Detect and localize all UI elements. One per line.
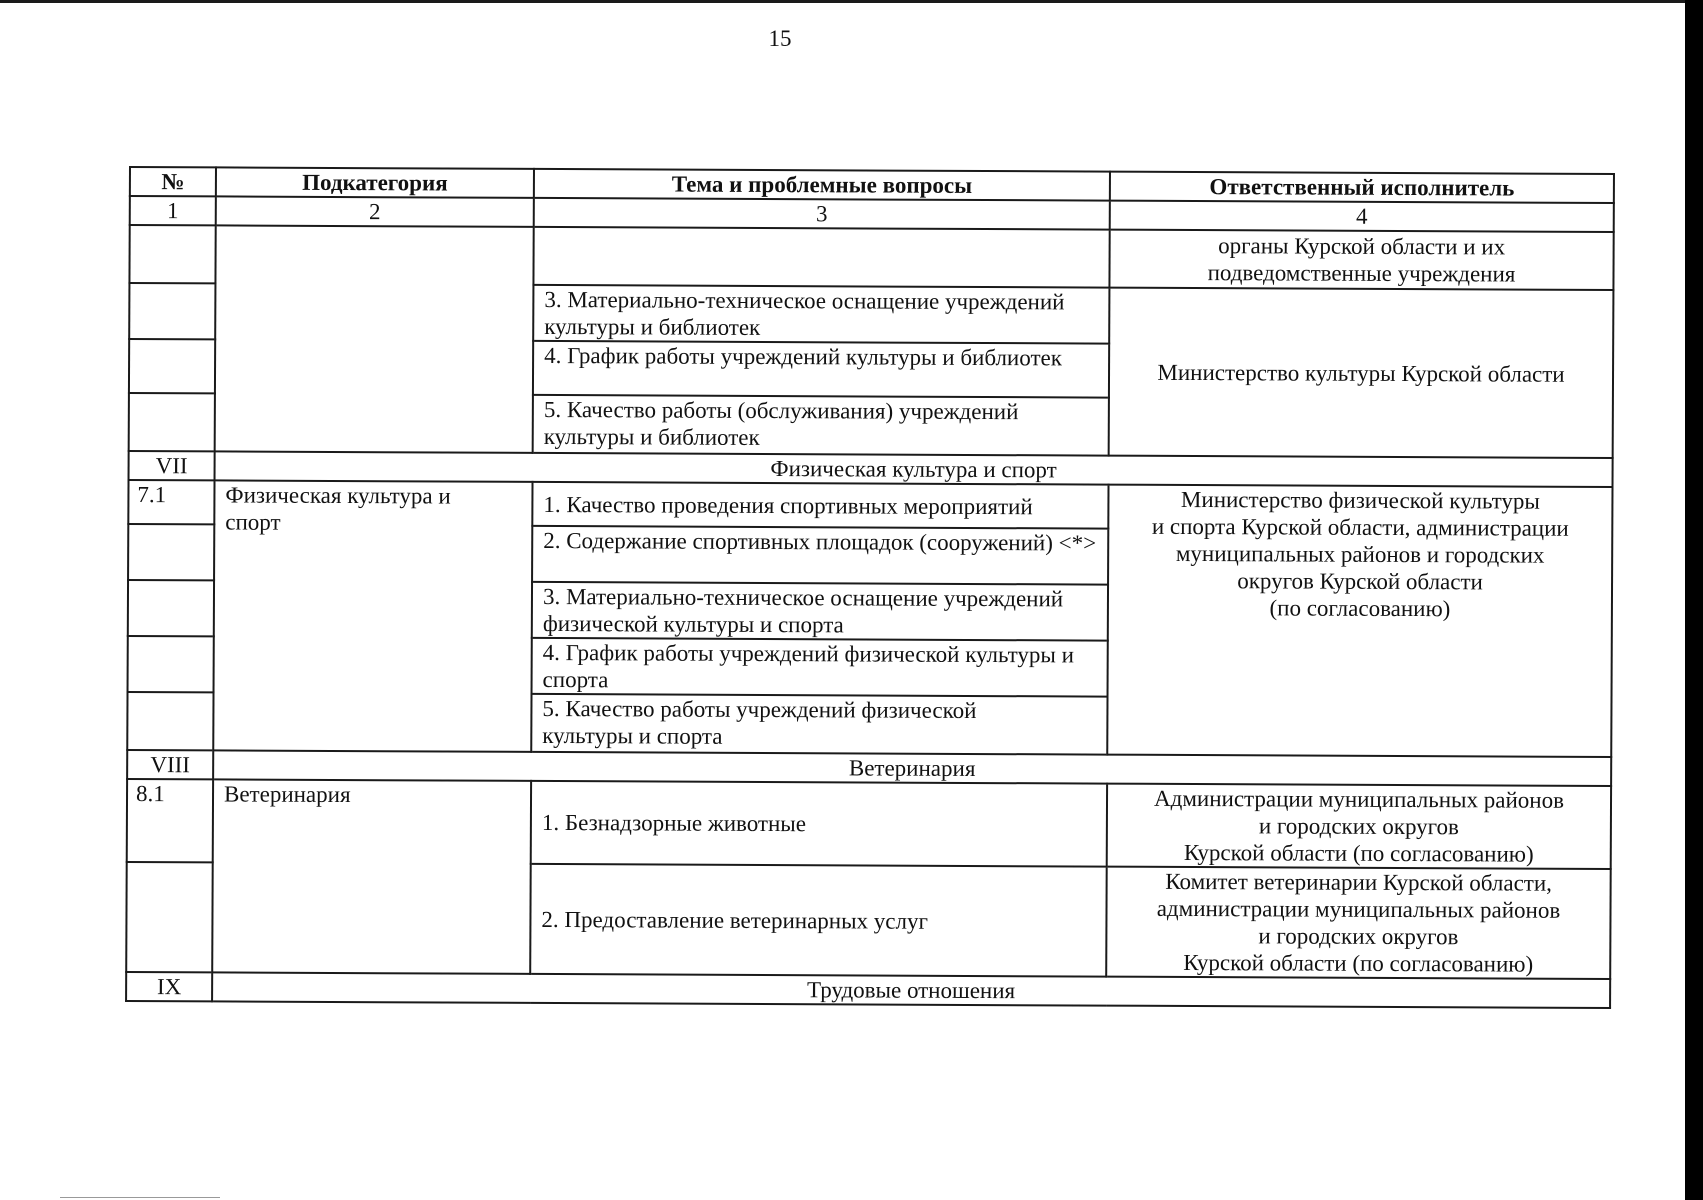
scan-top-edge — [0, 0, 1703, 3]
section-title: Трудовые отношения — [212, 972, 1610, 1008]
column-number-4: 4 — [1110, 201, 1614, 232]
executor-cell — [1106, 867, 1611, 979]
executor-line: и городских округов — [1258, 923, 1459, 950]
item-number: 8.1 — [127, 779, 213, 862]
scan-bottom-mark — [60, 1197, 220, 1198]
subcategory-cell: Физическая культура и спорт — [213, 480, 532, 751]
header-topic: Тема и проблемные вопросы — [534, 169, 1110, 201]
topic-item: 2. Предоставление ветеринарных услуг — [530, 864, 1107, 977]
topic-item: 3. Материально-техническое оснащение учреждений культуры и библиотек — [533, 285, 1109, 344]
executor-cell: Министерство культуры Курской области — [1109, 288, 1614, 458]
executor-line: и спорта Курской области, администрации — [1151, 513, 1569, 541]
table-row — [128, 480, 1612, 531]
header-executor: Ответственный исполнитель — [1110, 172, 1614, 203]
executor-line: и городских округов — [1258, 813, 1459, 840]
topic-item: 4. График работы учреждений культуры и библиотек — [533, 341, 1109, 398]
topic-item: 4. График работы учреждений физической культуры и спорта — [532, 638, 1108, 697]
topic-item: 3. Материально-техническое оснащение учреждений физической культуры и спорта — [532, 582, 1108, 641]
executor-line: Комитет ветеринарии Курской области, — [1165, 868, 1552, 896]
number-cell-empty — [127, 692, 213, 750]
topic-item: 2. Содержание спортивных площадок (сооружений) <*> — [532, 526, 1108, 585]
section-roman: VII — [129, 451, 215, 480]
executor-line: администрации муниципальных районов — [1156, 895, 1561, 923]
number-cell-empty — [126, 862, 213, 972]
topic-item: 5. Качество работы (обслуживания) учреждений культуры и библиотек — [533, 395, 1109, 456]
executor-line: Курской области (по согласованию) — [1183, 839, 1534, 867]
scan-right-edge — [1685, 0, 1703, 1200]
number-cell-empty — [128, 580, 214, 636]
number-cell-empty — [129, 339, 215, 393]
number-cell-empty — [129, 393, 215, 451]
section-title: Физическая культура и спорт — [215, 451, 1613, 487]
executor-tail: органы Курской области и их подведомственные учреждения — [1109, 230, 1613, 290]
column-number-1: 1 — [130, 196, 216, 225]
section-row-ix — [126, 972, 1610, 1008]
header-subcategory: Подкатегория — [216, 167, 534, 197]
topic-item: 1. Качество проведения спортивных мероприятий — [532, 482, 1108, 529]
executor-line: (по согласованию) — [1269, 595, 1451, 622]
topics-table — [125, 166, 1615, 1009]
number-cell-empty — [129, 225, 215, 283]
executor-line: муниципальных районов и городских — [1175, 540, 1545, 568]
column-number-3: 3 — [534, 198, 1110, 230]
item-number: 7.1 — [128, 480, 214, 524]
topic-cell-empty — [533, 227, 1109, 288]
page-number: 15 — [768, 26, 792, 51]
executor-line: Курской области (по согласованию) — [1183, 949, 1534, 977]
executor-cell — [1107, 485, 1612, 757]
table-row — [127, 779, 1611, 869]
executor-cell — [1107, 784, 1611, 869]
subcategory-cell-empty — [215, 225, 534, 452]
header-number: № — [130, 167, 216, 196]
topic-item: 5. Качество работы учреждений физической культуры и спорта — [531, 694, 1107, 755]
executor-line: Министерство физической культуры — [1180, 486, 1540, 514]
topic-item: 1. Безнадзорные животные — [531, 781, 1107, 867]
section-title: Ветеринария — [213, 750, 1611, 786]
section-roman: IX — [126, 972, 212, 1001]
executor-line: Администрации муниципальных районов — [1154, 785, 1565, 813]
section-roman: VIII — [127, 750, 213, 779]
table-row — [129, 225, 1613, 290]
executor-line: округов Курской области — [1237, 568, 1483, 595]
column-number-2: 2 — [216, 196, 534, 226]
subcategory-cell: Ветеринария — [212, 779, 531, 973]
number-cell-empty — [128, 636, 214, 692]
number-cell-empty — [129, 283, 215, 339]
number-cell-empty — [128, 524, 214, 580]
